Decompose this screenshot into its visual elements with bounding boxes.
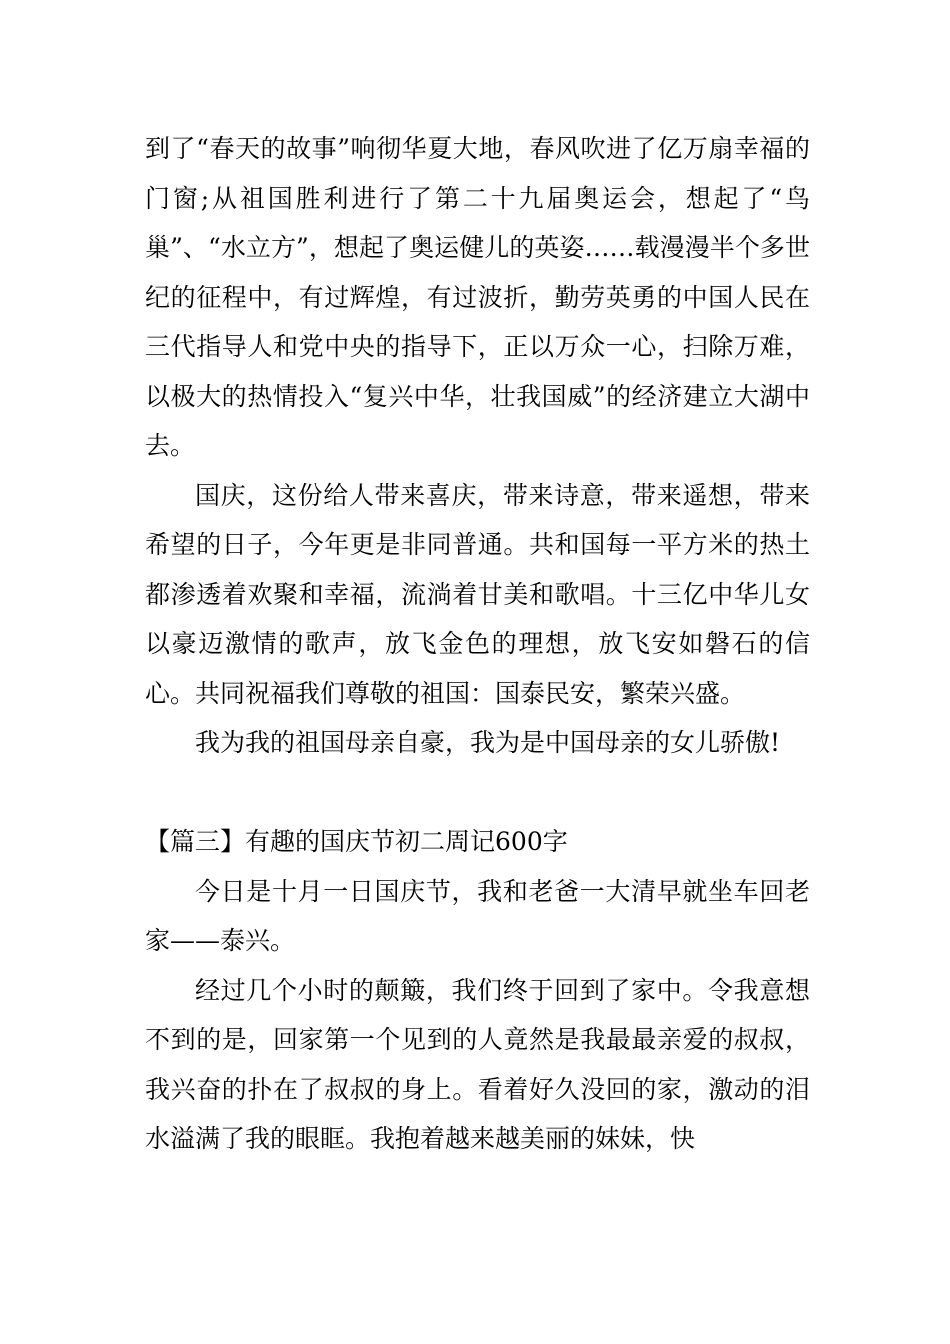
paragraph-arrival: 经过几个小时的颠簸，我们终于回到了家中。令我意想不到的是，回家第一个见到的人竟然是我最最亲爱的叔叔，我兴奋的扑在了叔叔的身上。看着好久没回的家，激动的泪水溢满了我的眼眶。我抱着越来越美丽的妹妹，快: [145, 975, 810, 1153]
paragraph-continuation: 到了“春天的故事”响彻华夏大地，春风吹进了亿万扇幸福的门窗;从祖国胜利进行了第二十九届奥运会，想起了“鸟巢”、“水立方”，想起了奥运健儿的英姿……载漫漫半个多世纪的征程中，有过辉煌，有过波折，勤劳英勇的中国人民在三代指导人和党中央的指导下，正以万众一心，扫除万难，以极大的热情投入“复兴中华，壮我国威”的经济建立大湖中去。: [145, 134, 810, 460]
paragraph-pride: 我为我的祖国母亲自豪，我为是中国母亲的女儿骄傲!: [195, 728, 781, 757]
blank-line: [145, 768, 810, 818]
section-heading: 【篇三】有趣的国庆节初二周记600字: [145, 827, 568, 856]
paragraph-national-day: 国庆，这份给人带来喜庆，带来诗意，带来遥想，带来希望的日子，今年更是非同普通。共和国每一平方米的热土都渗透着欢聚和幸福，流淌着甘美和歌唱。十三亿中华儿女以豪迈激情的歌声，放飞金色的理想，放飞安如磐石的信心。共同祝福我们尊敬的祖国：国泰民安，繁荣兴盛。: [145, 480, 810, 708]
paragraph-trip-home: 今日是十月一日国庆节，我和老爸一大清早就坐车回老家——泰兴。: [145, 876, 810, 955]
document-body: [145, 124, 810, 1164]
